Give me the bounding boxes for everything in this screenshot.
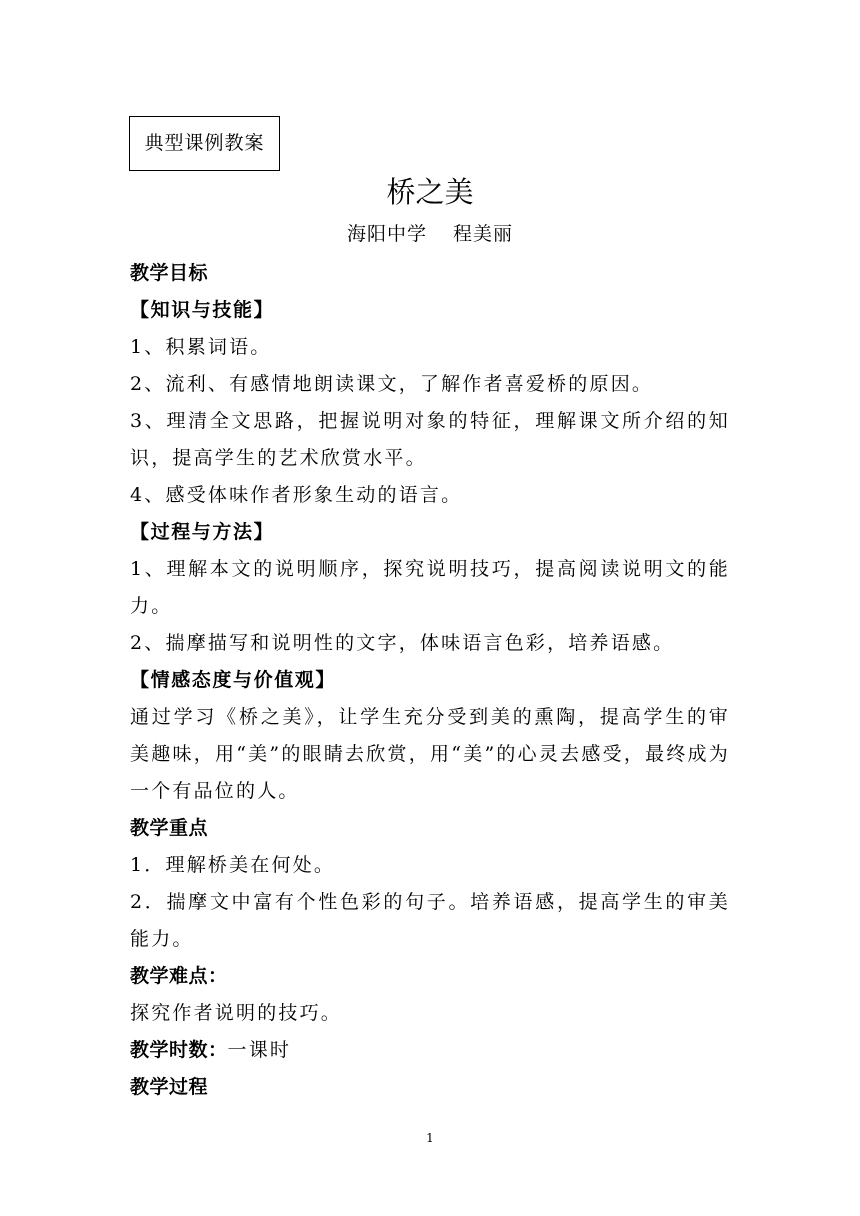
document-title: 桥之美 bbox=[386, 175, 474, 209]
document-body bbox=[130, 255, 730, 1106]
objectives-heading: 教学目标 bbox=[130, 262, 209, 284]
key-points-heading: 教学重点 bbox=[130, 817, 209, 839]
knowledge-item: 2、流利、有感情地朗读课文，了解作者喜爱桥的原因。 bbox=[130, 373, 654, 395]
knowledge-item: 3、理清全文思路，把握说明对象的特征，理解课文所介绍的知识，提高学生的艺术欣赏水平。 bbox=[130, 410, 730, 469]
difficulties-text: 探究作者说明的技巧。 bbox=[130, 1002, 343, 1024]
author-line bbox=[0, 219, 860, 249]
key-point-item: 2．揣摩文中富有个性色彩的句子。培养语感，提高学生的审美能力。 bbox=[130, 891, 730, 950]
teaching-hours-value: 一课时 bbox=[227, 1039, 292, 1061]
knowledge-item: 1、积累词语。 bbox=[130, 336, 272, 358]
teaching-hours-label: 教学时数： bbox=[130, 1039, 228, 1061]
process-method-item: 2、揣摩描写和说明性的文字，体味语言色彩，培养语感。 bbox=[130, 632, 675, 654]
process-method-item: 1、理解本文的说明顺序，探究说明技巧，提高阅读说明文的能力。 bbox=[130, 558, 730, 617]
key-point-item: 1．理解桥美在何处。 bbox=[130, 854, 336, 876]
knowledge-heading: 【知识与技能】 bbox=[130, 299, 275, 321]
author-name: 程美丽 bbox=[453, 223, 514, 245]
teaching-process-heading: 教学过程 bbox=[130, 1076, 209, 1098]
knowledge-item: 4、感受体味作者形象生动的语言。 bbox=[130, 484, 463, 506]
teaching-hours-line bbox=[130, 1032, 730, 1069]
emotion-heading: 【情感态度与价值观】 bbox=[130, 669, 337, 691]
author-school: 海阳中学 bbox=[346, 223, 427, 245]
difficulties-heading: 教学难点： bbox=[130, 965, 228, 987]
process-method-heading: 【过程与方法】 bbox=[130, 521, 275, 543]
lesson-type-box: 典型课例教案 bbox=[129, 116, 280, 171]
page-number: 1 bbox=[426, 1131, 434, 1145]
emotion-paragraph: 通过学习《桥之美》，让学生充分受到美的熏陶，提高学生的审美趣味，用“美”的眼睛去欣赏，用“美”的心灵去感受，最终成为一个有品位的人。 bbox=[130, 706, 730, 802]
